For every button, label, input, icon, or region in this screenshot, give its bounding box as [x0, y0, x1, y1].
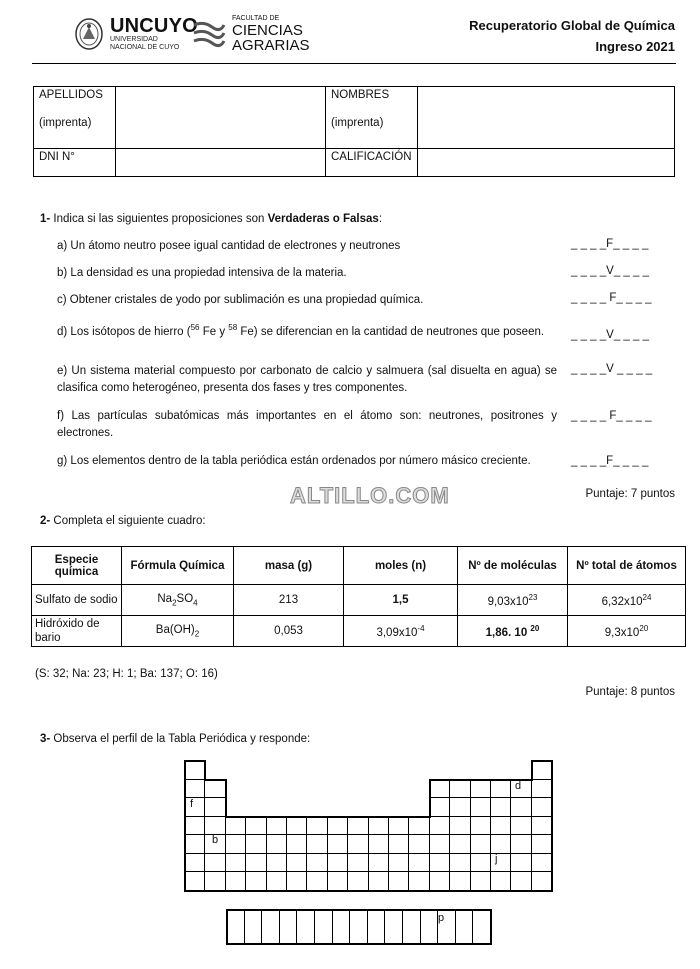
periodic-cell — [490, 779, 511, 799]
row2-moles-base: 3,09x10 — [376, 626, 418, 639]
row1-formula-sub1: 2 — [172, 598, 177, 608]
periodic-cell — [531, 871, 552, 891]
letter-d: d — [515, 780, 522, 792]
dni-field[interactable] — [116, 149, 326, 177]
q1-score: Puntaje: 7 puntos — [585, 488, 675, 500]
periodic-cell — [429, 853, 450, 873]
q1-item-a: a) Un átomo neutro posee igual cantidad de electrones y neutrones — [57, 240, 401, 252]
q1-item-f: f) Las partículas subatómicas más importantes en el átomo son: neutrones, positrones y electrones. — [57, 410, 557, 439]
periodic-cell — [531, 816, 552, 836]
fac-line1: CIENCIAS — [232, 22, 303, 39]
periodic-cell — [449, 797, 470, 817]
q1-answer-c[interactable]: _ _ _ _ F_ _ _ _ — [571, 292, 652, 304]
periodic-cell — [184, 779, 205, 799]
periodic-cell — [449, 816, 470, 836]
q1-item-c: c) Obtener cristales de yodo por sublimación es una propiedad química. — [57, 294, 424, 306]
periodic-cell — [245, 816, 266, 836]
periodic-outline-segment — [204, 760, 206, 781]
periodic-cell — [204, 853, 225, 873]
row1-atomos — [568, 585, 686, 616]
periodic-cell — [184, 834, 205, 854]
periodic-cell — [266, 816, 287, 836]
periodic-cell — [266, 871, 287, 891]
row2-formula-sub1: 2 — [194, 629, 200, 639]
periodic-outline-segment — [225, 779, 227, 818]
q2-number: 2- — [40, 515, 51, 527]
periodic-cell — [470, 853, 491, 873]
watermark: ALTILLO.COM — [290, 483, 450, 508]
title-line2: Ingreso 2021 — [595, 39, 675, 54]
periodic-outline-segment — [531, 760, 533, 781]
q1-d-part-a: d) Los isótopos de hierro ( — [57, 325, 191, 338]
periodic-cell — [327, 871, 348, 891]
header-atomos: Nº total de átomos — [568, 547, 686, 585]
apellidos-field[interactable] — [116, 87, 326, 149]
periodic-cell — [347, 853, 368, 873]
periodic-cell — [347, 816, 368, 836]
header-masa: masa (g) — [234, 547, 344, 585]
row1-formula-a: Na — [157, 592, 173, 605]
q1-answer-e[interactable]: _ _ _ _V _ _ _ _ — [571, 363, 653, 375]
periodic-cell — [184, 760, 205, 780]
periodic-cell — [408, 853, 429, 873]
q1-answer-b[interactable]: _ _ _ _V_ _ _ _ — [571, 265, 650, 277]
uncuyo-wordmark: UNCUYO — [110, 15, 198, 37]
q2-heading — [40, 515, 206, 527]
periodic-cell — [266, 834, 287, 854]
nombres-text: NOMBRES — [331, 89, 390, 101]
q1-d-sup1: 56 — [190, 323, 200, 332]
row2-formula — [122, 616, 234, 647]
row1-formula — [122, 585, 234, 616]
calificacion-field[interactable] — [418, 149, 675, 177]
periodic-cell — [449, 834, 470, 854]
table-row — [32, 616, 686, 647]
periodic-cell — [327, 853, 348, 873]
q1-d-part-b: Fe y — [199, 325, 229, 338]
row1-moleculas — [458, 585, 568, 616]
periodic-cell — [204, 871, 225, 891]
q1-answer-d[interactable]: _ _ _ _V_ _ _ _ — [571, 329, 650, 341]
periodic-cell — [347, 871, 368, 891]
periodic-cell — [306, 871, 327, 891]
row1-moles: 1,5 — [344, 585, 458, 616]
q1-d-part-c: Fe) se diferencian en la cantidad de neutrones que poseen. — [237, 325, 545, 338]
nombres-imprenta: (imprenta) — [331, 117, 384, 129]
periodic-cell — [204, 816, 225, 836]
apellidos-text: APELLIDOS — [39, 89, 103, 101]
q3-number: 3- — [40, 733, 51, 745]
uncuyo-logo — [74, 14, 198, 54]
periodic-cell — [286, 834, 307, 854]
header-formula: Fórmula Química — [122, 547, 234, 585]
row2-at-exp: 20 — [639, 623, 649, 633]
dni-label: DNI N° — [34, 149, 116, 177]
table-row — [32, 585, 686, 616]
periodic-cell — [470, 816, 491, 836]
row2-moles — [344, 616, 458, 647]
apellidos-label — [34, 87, 116, 149]
row2-formula-a: Ba(OH) — [155, 623, 195, 636]
q1-answer-f[interactable]: _ _ _ _ F_ _ _ _ — [571, 410, 652, 422]
periodic-cell — [368, 834, 389, 854]
row2-mol-exp: 20 — [530, 623, 540, 633]
periodic-cell — [388, 871, 409, 891]
q2-intro: Completa el siguiente cuadro: — [50, 515, 206, 527]
atomic-masses-note: (S: 32; Na: 23; H: 1; Ba: 137; O: 16) — [35, 668, 218, 680]
periodic-outline-segment — [184, 760, 206, 762]
periodic-cell — [266, 853, 287, 873]
periodic-cell — [429, 779, 450, 799]
q1-answer-a[interactable]: _ _ _ _F_ _ _ _ — [571, 238, 649, 250]
row2-mol-base: 1,86. 10 — [485, 626, 531, 639]
row1-especie: Sulfato de sodio — [32, 585, 122, 616]
periodic-cell — [368, 853, 389, 873]
row1-mol-exp: 23 — [528, 592, 538, 602]
periodic-cell — [408, 871, 429, 891]
periodic-cell — [510, 853, 531, 873]
q1-d-sup2: 58 — [228, 323, 238, 332]
letter-j: j — [495, 853, 498, 865]
periodic-cell — [408, 834, 429, 854]
periodic-cell — [306, 816, 327, 836]
fca-logo — [192, 14, 310, 54]
row1-at-base: 6,32x10 — [601, 595, 643, 608]
periodic-cell — [510, 834, 531, 854]
calificacion-label: CALIFICACIÓN — [326, 149, 418, 177]
row2-especie: Hidróxido de bario — [32, 616, 122, 647]
lanthanide-frame — [226, 909, 492, 945]
title-line1: Recuperatorio Global de Química — [469, 18, 675, 33]
row2-masa: 0,053 — [234, 616, 344, 647]
periodic-cell — [184, 871, 205, 891]
periodic-cell — [408, 816, 429, 836]
periodic-cell — [204, 797, 225, 817]
row1-at-exp: 24 — [642, 592, 652, 602]
student-id-table — [33, 86, 675, 177]
q2-score: Puntaje: 8 puntos — [585, 686, 675, 698]
periodic-cell — [429, 871, 450, 891]
q1-item-b: b) La densidad es una propiedad intensiva de la materia. — [57, 267, 347, 279]
periodic-cell — [225, 853, 246, 873]
periodic-cell — [490, 871, 511, 891]
apellidos-imprenta: (imprenta) — [39, 117, 92, 129]
q1-intro-bold: Verdaderas o Falsas — [267, 213, 379, 225]
periodic-cell — [204, 779, 225, 799]
periodic-outline-segment — [225, 816, 431, 818]
univ-line2: NACIONAL DE CUYO — [110, 44, 180, 51]
row2-moles-exp: -4 — [417, 623, 425, 633]
periodic-cell — [490, 797, 511, 817]
periodic-cell — [388, 834, 409, 854]
periodic-cell — [286, 871, 307, 891]
header-moleculas: Nº de moléculas — [458, 547, 568, 585]
q3-heading — [40, 733, 310, 745]
periodic-cell — [510, 797, 531, 817]
header-rule — [32, 63, 676, 64]
periodic-cell — [306, 853, 327, 873]
periodic-cell — [531, 779, 552, 799]
q1-heading — [40, 213, 382, 225]
periodic-cell — [531, 797, 552, 817]
periodic-cell — [510, 871, 531, 891]
periodic-cell — [531, 853, 552, 873]
row2-at-base: 9,3x10 — [604, 626, 640, 639]
periodic-cell — [306, 834, 327, 854]
periodic-cell — [449, 779, 470, 799]
periodic-outline-segment — [531, 760, 553, 762]
periodic-cell — [470, 871, 491, 891]
compounds-table — [31, 546, 686, 647]
header-especie: Especie química — [32, 547, 122, 585]
q1-item-g: g) Los elementos dentro de la tabla periódica están ordenados por número másico creciente. — [57, 455, 531, 467]
periodic-cell — [490, 816, 511, 836]
periodic-cell — [368, 816, 389, 836]
q1-item-d — [57, 319, 557, 341]
uncuyo-emblem-icon — [74, 17, 104, 51]
periodic-cell — [449, 853, 470, 873]
periodic-cell — [327, 834, 348, 854]
periodic-cell — [429, 834, 450, 854]
periodic-cell — [286, 853, 307, 873]
periodic-cell — [245, 853, 266, 873]
periodic-cell — [449, 871, 470, 891]
periodic-cell — [429, 816, 450, 836]
periodic-cell — [531, 834, 552, 854]
q1-number: 1- — [40, 213, 51, 225]
periodic-cell — [225, 816, 246, 836]
header-moles: moles (n) — [344, 547, 458, 585]
fac-line2: AGRARIAS — [232, 37, 310, 54]
periodic-cell — [490, 834, 511, 854]
row2-moleculas — [458, 616, 568, 647]
periodic-cell — [184, 797, 205, 817]
periodic-cell — [347, 834, 368, 854]
letter-b: b — [212, 834, 219, 846]
nombres-label — [326, 87, 418, 149]
letter-p: p — [438, 912, 445, 924]
nombres-field[interactable] — [418, 87, 675, 149]
row1-masa: 213 — [234, 585, 344, 616]
exam-title — [469, 15, 675, 57]
periodic-cell — [368, 871, 389, 891]
periodic-cell — [470, 834, 491, 854]
periodic-outline-segment — [429, 779, 431, 818]
periodic-cell — [184, 853, 205, 873]
periodic-cell — [470, 779, 491, 799]
periodic-cell — [510, 816, 531, 836]
periodic-cell — [388, 853, 409, 873]
row1-formula-sub2: 4 — [193, 598, 198, 608]
periodic-outline-segment — [551, 760, 553, 892]
periodic-cell — [184, 816, 205, 836]
letter-f: f — [190, 798, 194, 810]
fca-emblem-icon — [192, 19, 226, 49]
periodic-cell — [245, 834, 266, 854]
row1-formula-b: SO — [176, 592, 194, 605]
q1-answer-g[interactable]: _ _ _ _F_ _ _ _ — [571, 455, 649, 467]
fac-small: FACULTAD DE — [232, 15, 280, 22]
q1-item-e: e) Un sistema material compuesto por carbonato de calcio y salmuera (sal disuelta en agua) se clasifica como heterogéneo, presenta dos fases y tres componentes. — [57, 365, 557, 394]
periodic-cell — [470, 797, 491, 817]
periodic-cell — [245, 871, 266, 891]
periodic-cell — [429, 797, 450, 817]
q3-intro: Observa el perfil de la Tabla Periódica y responde: — [50, 733, 311, 745]
periodic-cell — [327, 816, 348, 836]
univ-line1: UNIVERSIDAD — [110, 36, 158, 43]
periodic-cell — [225, 871, 246, 891]
periodic-outline-segment — [204, 779, 226, 781]
periodic-cell — [286, 816, 307, 836]
periodic-cell — [490, 853, 511, 873]
row2-atomos — [568, 616, 686, 647]
q1-intro-end: : — [378, 213, 383, 225]
periodic-cell — [388, 816, 409, 836]
periodic-outline-segment — [184, 890, 553, 892]
periodic-cell — [225, 834, 246, 854]
periodic-outline-segment — [184, 760, 186, 892]
periodic-cell — [531, 760, 552, 780]
q1-intro: Indica si las siguientes proposiciones son — [50, 213, 268, 225]
row1-mol-base: 9,03x10 — [487, 595, 529, 608]
